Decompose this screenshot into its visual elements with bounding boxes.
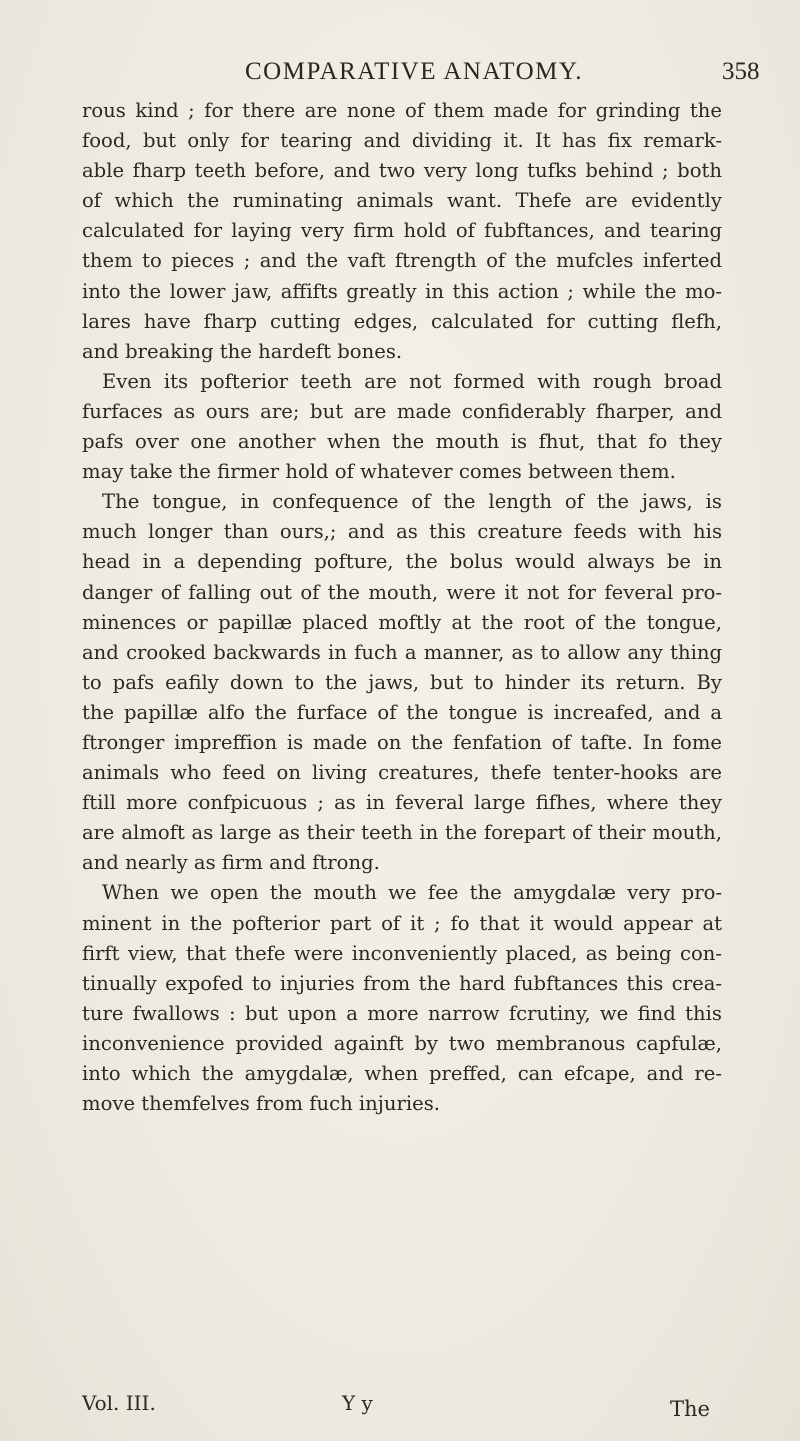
text-line: of which the ruminating animals want. Thefe are evidently (82, 189, 722, 213)
paragraph-start-line: The tongue, in confequence of the length of the jaws, is (102, 490, 722, 514)
running-head-title: COMPARATIVE ANATOMY. (245, 58, 583, 85)
text-line: minent in the pofterior part of it ; fo that it would appear at (82, 911, 722, 935)
text-line: calculated for laying very firm hold of fubftances, and tearing (82, 219, 722, 243)
text-line: firft view, that thefe were inconveniently placed, as being con- (82, 941, 722, 965)
paragraph-start-line: When we open the mouth we fee the amygdalæ very pro- (102, 881, 722, 905)
text-line: danger of falling out of the mouth, were it not for feveral pro- (82, 580, 722, 604)
text-line: and nearly as firm and ftrong. (82, 851, 380, 875)
text-line: ftronger impreffion is made on the fenfation of tafte. In fome (82, 730, 722, 754)
text-line: much longer than ours,; and as this creature feeds with his (82, 520, 722, 544)
text-line: animals who feed on living creatures, thefe tenter-hooks are (82, 761, 722, 785)
running-head (0, 58, 800, 98)
catchword: The (670, 1397, 710, 1421)
page-footer (82, 1391, 742, 1425)
text-line: them to pieces ; and the vaft ftrength of the mufcles inferted (82, 249, 722, 273)
text-line: are almoft as large as their teeth in the forepart of their mouth, (82, 821, 722, 845)
text-line: move themfelves from fuch injuries. (82, 1092, 441, 1116)
text-line: may take the firmer hold of whatever comes between them. (82, 460, 676, 484)
text-line: food, but only for tearing and dividing it. It has fix remark- (82, 129, 722, 153)
text-line: ftill more confpicuous ; as in feveral large fifhes, where they (82, 791, 722, 815)
text-line: into which the amygdalæ, when preffed, can efcape, and re- (82, 1062, 722, 1085)
paragraph-start-line: Even its pofterior teeth are not formed with rough broad (102, 369, 722, 393)
text-line: into the lower jaw, affifts greatly in this action ; while the mo- (82, 279, 722, 303)
volume-mark: Vol. III. (82, 1391, 156, 1415)
text-line: tinually expofed to injuries from the hard fubftances this crea- (82, 971, 722, 995)
text-line: and breaking the hardeft bones. (82, 339, 403, 363)
text-line: lares have fharp cutting edges, calculated for cutting flefh, (82, 309, 722, 333)
signature-mark: Y y (342, 1391, 373, 1415)
text-line: the papillæ alfo the furface of the tongue is increafed, and a (82, 700, 722, 724)
text-line: minences or papillæ placed moftly at the root of the tongue, (82, 610, 722, 634)
text-line: able fharp teeth before, and two very long tufks behind ; both (82, 159, 722, 183)
text-line: and crooked backwards in fuch a manner, as to allow any thing (82, 640, 722, 664)
text-line: inconvenience provided againft by two membranous capfulæ, (82, 1031, 722, 1055)
text-line: rous kind ; for there are none of them made for grinding the (82, 99, 722, 122)
text-line: to pafs eafily down to the jaws, but to hinder its return. By (82, 670, 722, 694)
text-line: pafs over one another when the mouth is fhut, that fo they (82, 430, 722, 454)
text-line: furfaces as ours are; but are made confiderably fharper, and (82, 399, 722, 423)
text-line: ture fwallows : but upon a more narrow fcrutiny, we find this (82, 1001, 722, 1025)
body-text (82, 96, 722, 1119)
page-number: 358 (722, 58, 760, 85)
text-line: head in a depending pofture, the bolus would always be in (82, 550, 722, 574)
